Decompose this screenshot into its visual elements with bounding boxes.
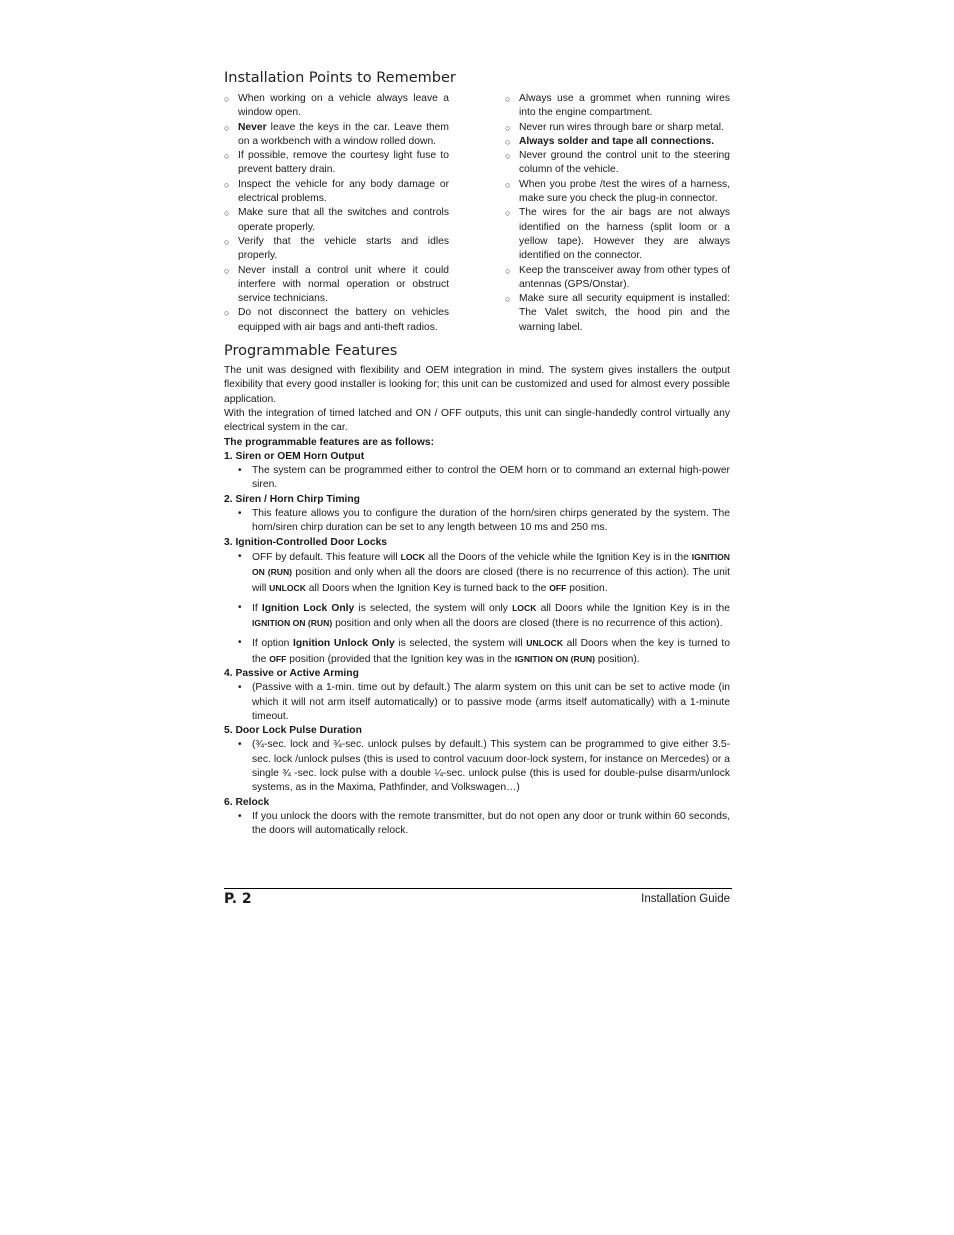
list-item: ○ The wires for the air bags are not always identified on the harness (split loom or a yellow tape). However they are always identified on the connector.: [505, 207, 730, 262]
list-item: • (Passive with a 1-min. time out by default.) The alarm system on this unit can be set to active mode (in which it will not arm itself automatically) or to passive mode (arms itself automatically) with a 1-minute timeout.: [238, 682, 730, 722]
list-item: ○ Inspect the vehicle for any body damage or electrical problems.: [224, 178, 449, 205]
feature-title: 5. Door Lock Pulse Duration: [224, 725, 362, 737]
dot-bullet-icon: •: [238, 810, 242, 822]
left-column: [224, 92, 449, 335]
list-item: • The system can be programmed either to control the OEM horn or to command an external high-power siren.: [238, 465, 730, 491]
circle-bullet-icon: ○: [505, 294, 511, 305]
circle-bullet-icon: ○: [224, 208, 230, 219]
circle-bullet-icon: ○: [224, 151, 230, 162]
list-item: ○ Never run wires through bare or sharp metal.: [505, 121, 730, 135]
circle-bullet-icon: ○: [505, 179, 511, 190]
dot-bullet-icon: •: [238, 739, 242, 751]
list-item: ○ Always solder and tape all connections.: [505, 135, 730, 149]
left-point-list: [224, 92, 449, 335]
list-item: ○ Do not disconnect the battery on vehicles equipped with air bags and anti-theft radios.: [224, 307, 449, 333]
list-item: • If option Ignition Unlock Only is selected, the system will UNLOCK all Doors when the key is turned to the OFF position (provided that the Ignition key was in the IGNITION ON (RUN) position).: [238, 637, 730, 665]
dot-bullet-icon: •: [238, 465, 242, 477]
list-item: ○ Never ground the control unit to the steering column of the vehicle.: [505, 150, 730, 176]
circle-bullet-icon: ○: [505, 151, 511, 162]
page-number: P. 2: [224, 891, 252, 907]
section-title-installation-points: Installation Points to Remember: [224, 70, 456, 86]
dot-bullet-icon: •: [238, 550, 242, 562]
list-item: • (¾-sec. lock and ¾-sec. unlock pulses by default.) This system can be programmed to give either 3.5-sec. lock /unlock pulses (this is used to control vacuum door-lock system, for instance on Mercedes) or a single ¾ -sec. lock pulse with a double ¼-sec. unlock pulse (this is used for double-pulse disarm/unlock systems, as in the Maxima, Pathfinder, and Volkswagen…): [238, 739, 730, 794]
feature-title: 4. Passive or Active Arming: [224, 667, 359, 679]
programmable-features-section: [224, 343, 730, 839]
feature-title: 2. Siren / Horn Chirp Timing: [224, 493, 360, 505]
circle-bullet-icon: ○: [505, 136, 511, 147]
feature-title: 3. Ignition-Controlled Door Locks: [224, 536, 388, 548]
feature-title: 6. Relock: [224, 796, 270, 808]
list-item: ○ Make sure that all the switches and controls operate properly.: [224, 207, 449, 233]
list-item: • This feature allows you to configure the duration of the horn/siren chirps generated by the system. The horn/siren chirp duration can be set to any length between 10 ms and 250 ms.: [238, 508, 730, 534]
feature-bullets: [224, 810, 730, 839]
circle-bullet-icon: ○: [505, 122, 511, 133]
intro-paragraph: With the integration of timed latched and ON / OFF outputs, this unit can single-handedly control virtually any electrical system in the car.: [224, 407, 730, 434]
features-lead: The programmable features are as follows:: [224, 436, 435, 448]
feature-bullets: [224, 507, 730, 536]
dot-bullet-icon: •: [238, 508, 242, 520]
feature-title: 1. Siren or OEM Horn Output: [224, 450, 365, 462]
list-item: • If Ignition Lock Only is selected, the system will only LOCK all Doors while the Ignition Key is in the IGNITION ON (RUN) position and only when all the doors are closed (there is no recurrence of this action).: [238, 601, 730, 630]
circle-bullet-icon: ○: [505, 208, 511, 219]
circle-bullet-icon: ○: [224, 179, 230, 190]
document-page: [224, 70, 730, 839]
footer-divider: [224, 888, 732, 889]
list-item: ○ When you probe /test the wires of a harness, make sure you check the plug-in connector.: [505, 178, 730, 205]
list-item: ○ Keep the transceiver away from other types of antennas (GPS/Onstar).: [505, 264, 730, 290]
list-item: • OFF by default. This feature will LOCK all the Doors of the vehicle while the Ignition Key is in the IGNITION ON (RUN) position and only when all the doors are closed (there is no recurrence of this action). The unit will UNLOCK all Doors when the Ignition Key is turned back to the OFF position.: [238, 550, 731, 594]
list-item: ○ When working on a vehicle always leave a window open.: [224, 93, 449, 119]
list-item: ○ If possible, remove the courtesy light fuse to prevent battery drain.: [224, 150, 449, 176]
list-item: ○ Never install a control unit where it could interfere with normal operation or obstruct service technicians.: [224, 264, 449, 305]
section-title-programmable-features: Programmable Features: [224, 343, 398, 360]
circle-bullet-icon: ○: [224, 265, 230, 276]
list-item: ○ Always use a grommet when running wires into the engine compartment.: [505, 93, 730, 119]
feature-bullets: [224, 738, 730, 795]
list-item: ○ Make sure all security equipment is installed: The Valet switch, the hood pin and the warning label.: [505, 293, 730, 333]
circle-bullet-icon: ○: [224, 308, 230, 319]
list-item: • If you unlock the doors with the remote transmitter, but do not open any door or trunk within 60 seconds, the doors will automatically relock.: [238, 810, 730, 837]
dot-bullet-icon: •: [238, 682, 242, 694]
footer-guide-title: Installation Guide: [641, 893, 730, 905]
right-column: [505, 92, 730, 335]
dot-bullet-icon: •: [238, 637, 242, 649]
installation-points-columns: [224, 92, 730, 335]
dot-bullet-icon: •: [238, 601, 242, 613]
circle-bullet-icon: ○: [224, 94, 230, 104]
list-item: ○ Never leave the keys in the car. Leave them on a workbench with a window rolled down.: [224, 121, 449, 147]
circle-bullet-icon: ○: [505, 265, 511, 276]
feature-bullets: [224, 681, 730, 724]
list-item: ○ Verify that the vehicle starts and idles properly.: [224, 235, 449, 262]
circle-bullet-icon: ○: [505, 94, 511, 104]
circle-bullet-icon: ○: [224, 122, 230, 133]
right-point-list: [505, 92, 730, 335]
circle-bullet-icon: ○: [224, 236, 230, 247]
feature-bullets: [224, 550, 730, 667]
intro-paragraph: The unit was designed with flexibility and OEM integration in mind. The system gives installers the output flexibility that every good installer is looking for; this unit can be customized and used for almost every possible application.: [224, 365, 730, 405]
feature-bullets: [224, 464, 730, 493]
